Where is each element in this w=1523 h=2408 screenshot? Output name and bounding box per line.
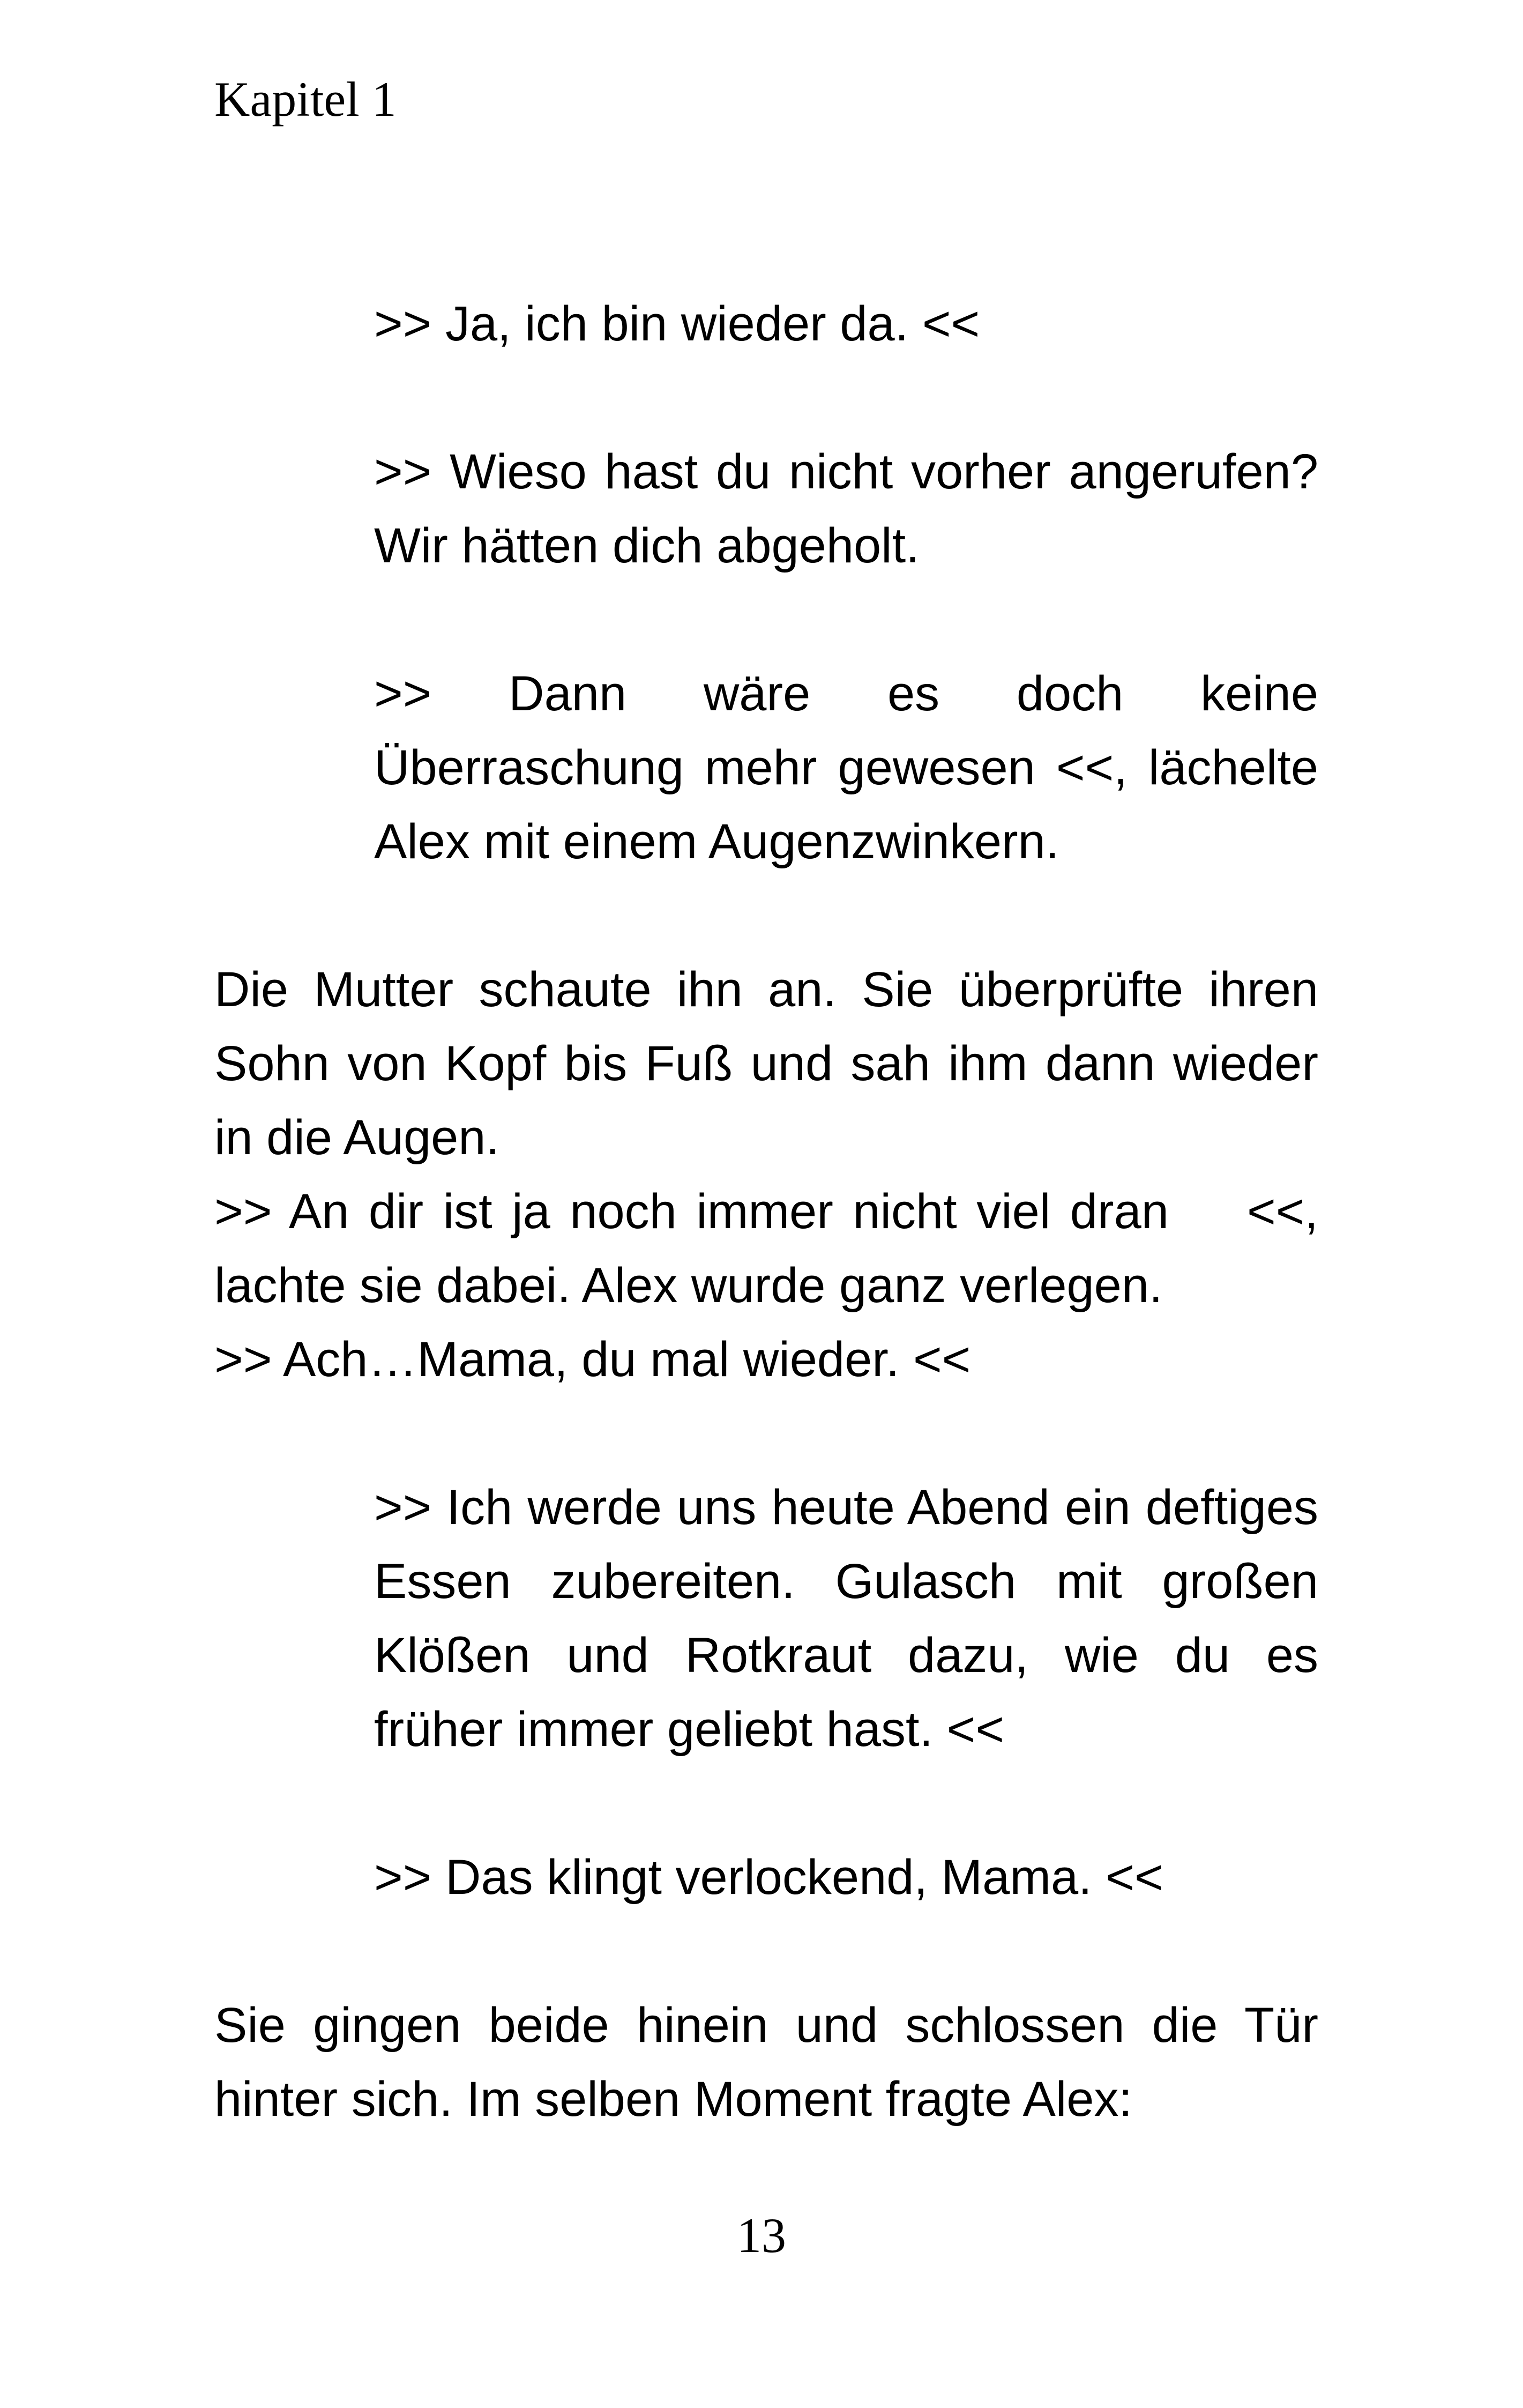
page-body [214, 287, 1332, 2136]
dialogue-paragraph-3: >> Dann wäre es doch keine Überraschung mehr gewesen <<, lächelte Alex mit einem Augenzwinkern. [374, 666, 1318, 869]
narrative-line-1: Die Mutter schaute ihn an. Sie überprüfte ihren Sohn von Kopf bis Fuß und sah ihm dann wieder in die Augen. [214, 962, 1318, 1165]
narrative-paragraph-2: Sie gingen beide hinein und schlossen die Tür hinter sich. Im selben Moment fragte Alex: [214, 1998, 1318, 2127]
dialogue-paragraph-4: >> Ich werde uns heute Abend ein deftiges Essen zubereiten. Gulasch mit großen Klößen und Rotkraut dazu, wie du es früher immer geliebt hast. << [374, 1480, 1318, 1757]
narrative-paragraph-1 [214, 953, 1332, 1396]
page-number: 13 [737, 2208, 786, 2263]
narrative-line-3: >> Ach…Mama, du mal wieder. << [214, 1332, 971, 1387]
narrative-line-2: >> An dir ist ja noch immer nicht viel dran <<, lachte sie dabei. Alex wurde ganz verlegen. [214, 1184, 1332, 1313]
chapter-header: Kapitel 1 [214, 72, 397, 127]
dialogue-paragraph-5: >> Das klingt verlockend, Mama. << [374, 1850, 1163, 1905]
dialogue-paragraph-1: >> Ja, ich bin wieder da. << [374, 296, 980, 351]
dialogue-paragraph-2: >> Wieso hast du nicht vorher angerufen? Wir hätten dich abgeholt. [374, 444, 1318, 573]
